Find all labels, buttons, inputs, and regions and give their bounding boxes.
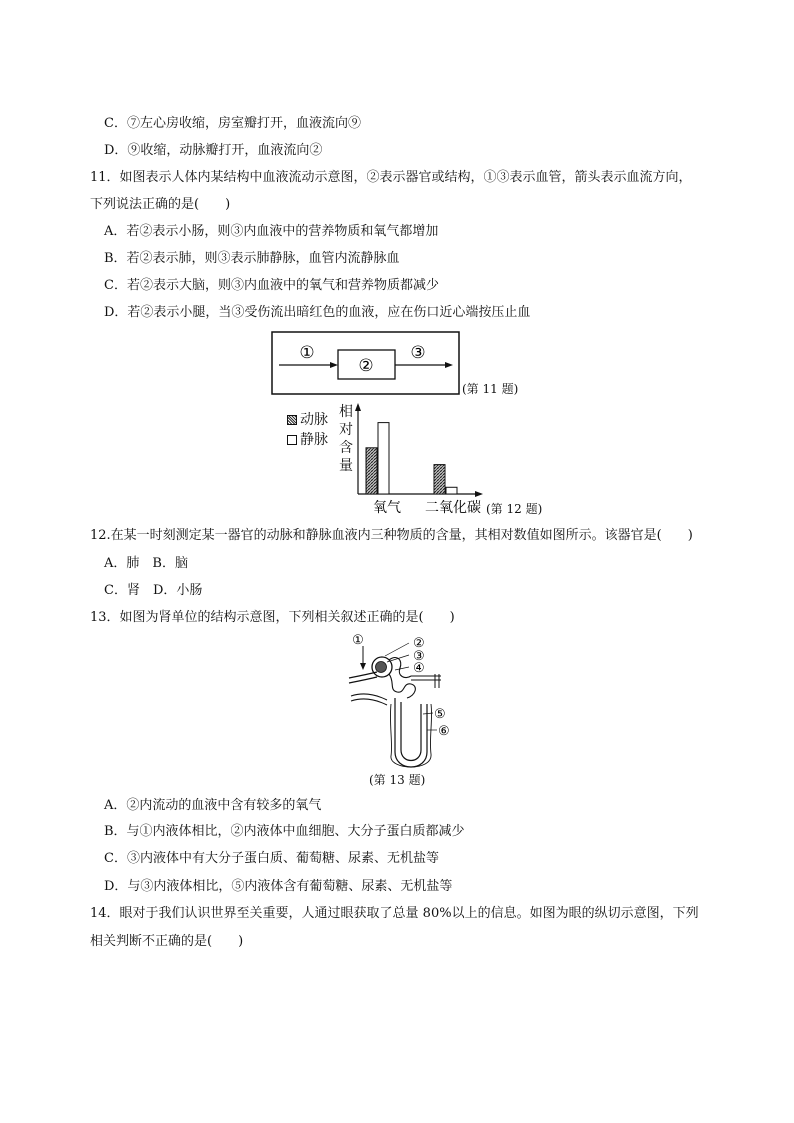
q12-category-co2: 二氧化碳 [425,500,481,516]
q11-option-d: D．若②表示小腿，当③受伤流出暗红色的血液，应在伤口近心端按压止血 [104,305,531,320]
q13-nephron-diagram [345,634,460,774]
q12-figure-caption: (第 12 题) [486,502,543,516]
q12-ylabel-char-4: 量 [339,458,353,474]
q11-figure-caption: (第 11 题) [462,382,519,396]
q12-y-axis-arrow [355,403,361,411]
q12-stem: 12.在某一时刻测定某一器官的动脉和静脉血液内三种物质的含量，其相对数值如图所示。该器官是( ) [90,528,693,543]
q12-bar-vein-oxygen [378,423,389,494]
q13-option-c: C．③内液体中有大分子蛋白质、葡萄糖、尿素、无机盐等 [104,851,439,866]
q13-outflow-vessel-2 [351,699,387,705]
q13-leader-4 [395,667,409,670]
q12-legend-artery [287,410,328,430]
q13-label-2: ② [413,636,425,651]
q11-stem-line2: 下列说法正确的是( ) [90,197,231,212]
q11-arrow-in-head [330,362,338,368]
q12-legend [287,410,328,450]
q13-option-b: B．与①内液体相比，②内液体中血细胞、大分子蛋白质都减少 [104,824,465,839]
q12-ylabel-char-2: 对 [339,422,353,438]
q12-ylabel [338,403,354,475]
q12-bar-vein-co2 [446,487,457,494]
q12-x-axis-arrow [475,491,483,497]
q13-label-1: ① [352,634,364,648]
q13-glomerulus [376,662,387,673]
q12-options-ab: A．肺 B．脑 [104,556,188,571]
legend-vein-swatch [287,435,297,445]
q13-leader-2 [385,643,409,656]
q11-flow-diagram [271,331,461,396]
q13-option-d: D．与③内液体相比，⑤内液体含有葡萄糖、尿素、无机盐等 [104,879,453,894]
q12-bar-chart [354,402,488,520]
q10-option-c: C．⑦左心房收缩，房室瓣打开，血液流向⑨ [104,116,361,131]
q12-bar-artery-co2 [434,465,445,494]
legend-vein-label: 静脉 [300,432,328,448]
q13-label-4: ④ [413,661,425,676]
q12-legend-vein [287,430,328,450]
q11-arrow-out-head [445,362,453,368]
q11-label-vessel-3: ③ [410,343,426,363]
q12-bar-artery-oxygen [366,448,377,494]
q11-label-organ-2: ② [358,356,374,376]
q10-option-d: D．⑨收缩，动脉瓣打开，血液流向② [104,143,323,158]
q11-option-c: C．若②表示大脑，则③内血液中的氧气和营养物质都减少 [104,278,439,293]
q12-category-oxygen: 氧气 [373,500,401,516]
q12-ylabel-char-3: 含 [339,440,353,456]
legend-artery-label: 动脉 [300,412,328,428]
q13-afferent-arteriole-inner [349,677,377,683]
q11-option-b: B．若②表示肺，则③表示肺静脉，血管内流静脉血 [104,251,400,266]
q11-option-a: A．若②表示小肠，则③内血液中的营养物质和氧气都增加 [104,224,439,239]
q13-label-3: ③ [413,649,425,664]
legend-artery-swatch [287,415,297,425]
q13-afferent-arteriole [349,672,377,678]
q12-ylabel-char-1: 相 [339,404,353,420]
q13-label-5: ⑤ [434,707,446,722]
q11-label-vessel-1: ① [299,343,315,363]
q13-figure-caption: (第 13 题) [369,773,426,787]
q12-options-cd: C．肾 D．小肠 [104,583,203,598]
q13-loop-outer [395,698,427,767]
q14-stem-line2: 相关判断不正确的是( ) [90,934,244,949]
q13-stem: 13．如图为肾单位的结构示意图，下列相关叙述正确的是( ) [90,610,455,625]
q13-label-6: ⑥ [438,724,450,739]
q13-loop-inner [401,702,421,761]
q13-option-a: A．②内流动的血液中含有较多的氧气 [104,798,322,813]
q13-proximal-tubule [389,674,415,698]
q13-inflow-arrow-head [360,663,366,670]
q14-stem-line1: 14．眼对于我们认识世界至关重要，人通过眼获取了总量 80%以上的信息。如图为眼的纵切示意图，下列 [90,906,699,921]
q11-stem-line1: 11．如图表示人体内某结构中血液流动示意图，②表示器官或结构，①③表示血管，箭头表示血流方向， [90,170,692,185]
